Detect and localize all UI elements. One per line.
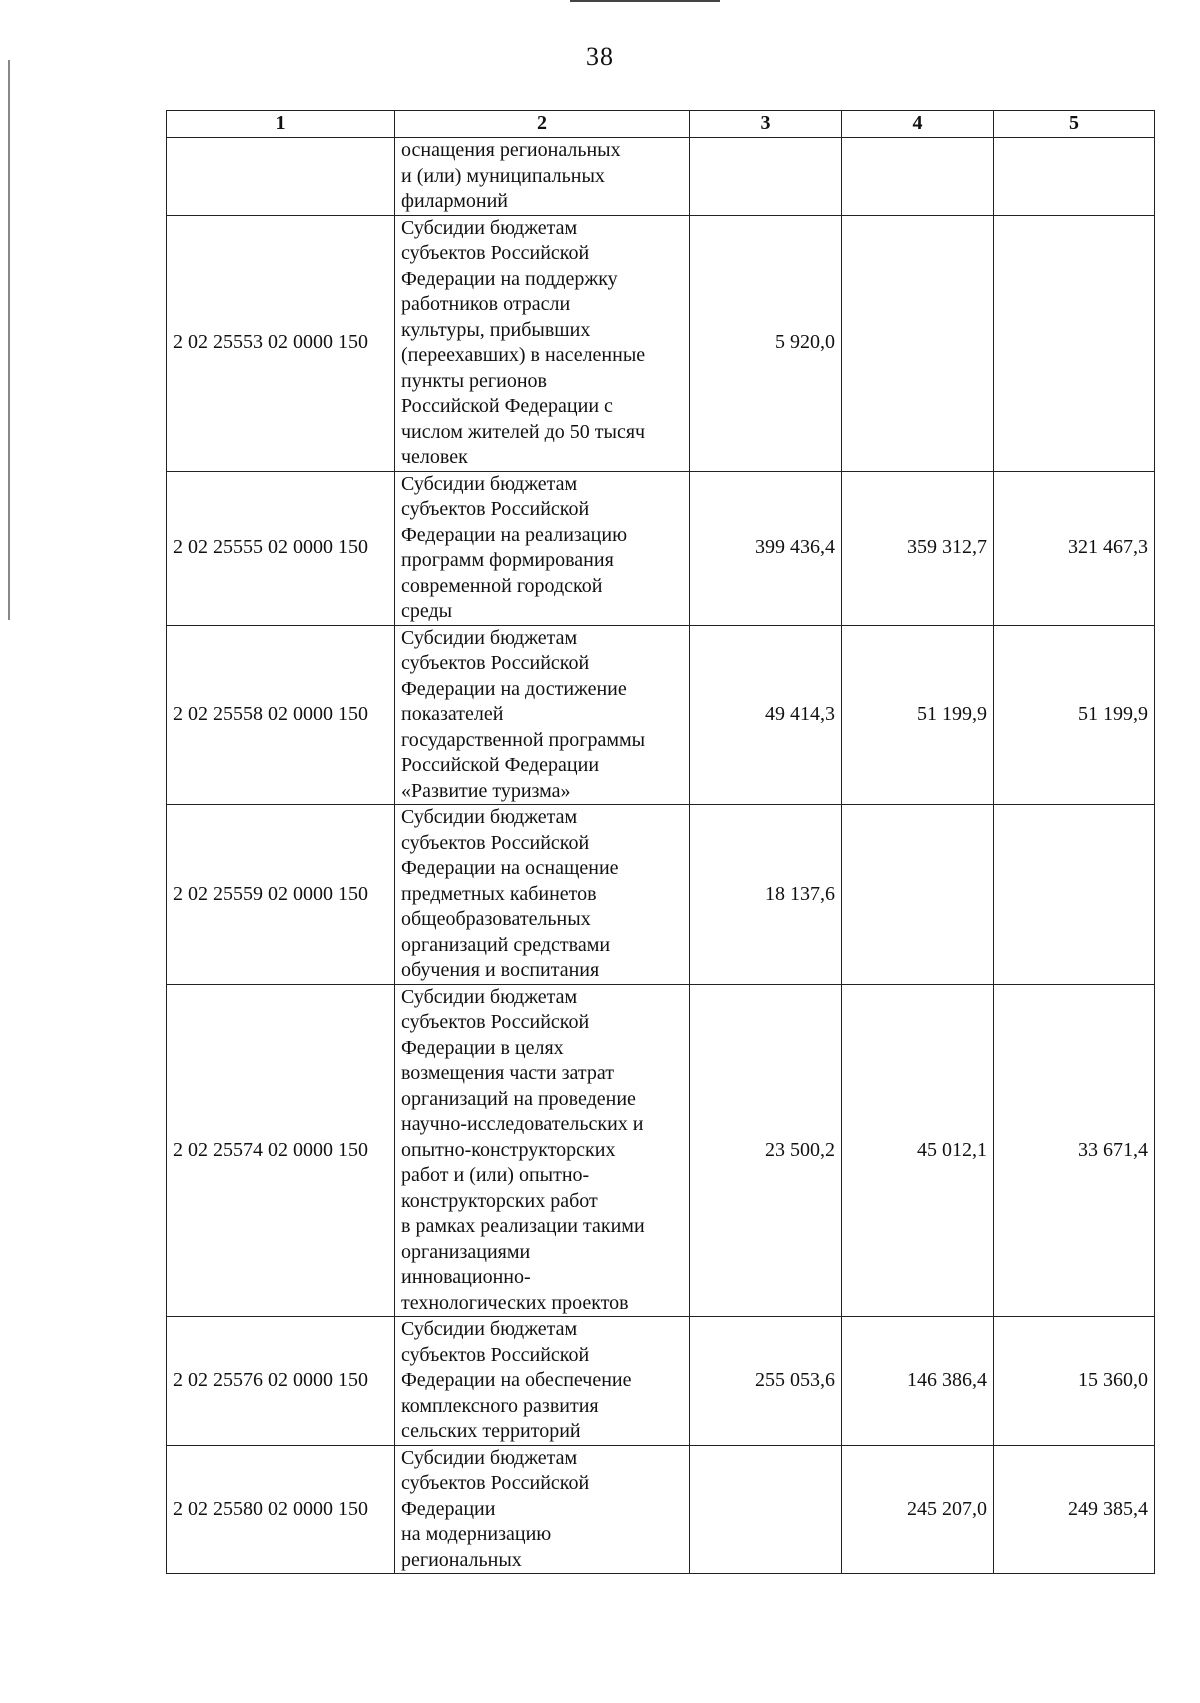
amount-col-4-cell: 45 012,1 [842, 984, 994, 1317]
amount-col-5-cell: 321 467,3 [994, 471, 1155, 625]
description-line: Российской Федерации с [401, 395, 613, 417]
description-line: работ и (или) опытно- [401, 1164, 590, 1186]
description-line: культуры, прибывших [401, 318, 591, 341]
header-col-1: 1 [167, 111, 395, 138]
description-line: и (или) муниципальных [401, 164, 605, 187]
amount-col-5-cell [994, 805, 1155, 985]
amount-col-3-cell [690, 1445, 842, 1574]
description-line: числом жителей до 50 тысяч [401, 420, 646, 443]
description-line: предметных кабинетов [401, 882, 597, 905]
header-col-4: 4 [842, 111, 994, 138]
amount-col-4-cell [842, 805, 994, 985]
description-line: субъектов Российской [401, 1472, 590, 1494]
description-cell [395, 471, 690, 625]
budget-table [166, 110, 1155, 1574]
amount-col-3-cell: 399 436,4 [690, 471, 842, 625]
header-row [167, 111, 1155, 138]
description-cell [395, 1445, 690, 1574]
budget-code-cell: 2 02 25580 02 0000 150 [167, 1445, 395, 1574]
description-line: Субсидии бюджетам [401, 216, 578, 239]
header-col-5: 5 [994, 111, 1155, 138]
amount-col-3-cell: 255 053,6 [690, 1317, 842, 1446]
description-line: в рамках реализации такими [401, 1215, 645, 1237]
description-line: Федерации на оснащение [401, 857, 619, 879]
scan-edge [8, 60, 10, 620]
description-line: Субсидии бюджетам [401, 1318, 578, 1340]
description-line: конструкторских работ [401, 1189, 598, 1212]
description-line: среды [401, 600, 453, 622]
description-line: человек [401, 446, 468, 468]
table-row [167, 1317, 1155, 1446]
description-line: программ формирования [401, 549, 614, 571]
description-line: субъектов Российской [401, 652, 590, 674]
description-line: (переехавших) в населенные [401, 344, 646, 366]
amount-col-5-cell: 249 385,4 [994, 1445, 1155, 1574]
description-line: оснащения региональных [401, 139, 621, 161]
budget-code-cell: 2 02 25574 02 0000 150 [167, 984, 395, 1317]
description-line: субъектов Российской [401, 1343, 590, 1366]
description-cell [395, 625, 690, 805]
description-line: пункты регионов [401, 369, 547, 392]
budget-code-cell: 2 02 25576 02 0000 150 [167, 1317, 395, 1446]
amount-col-4-cell: 359 312,7 [842, 471, 994, 625]
amount-col-3-cell: 18 137,6 [690, 805, 842, 985]
amount-col-3-cell: 5 920,0 [690, 215, 842, 471]
amount-col-4-cell: 146 386,4 [842, 1317, 994, 1446]
table-row [167, 215, 1155, 471]
amount-col-4-cell: 245 207,0 [842, 1445, 994, 1574]
description-line: региональных [401, 1548, 522, 1571]
description-line: Федерации на реализацию [401, 523, 628, 546]
amount-col-5-cell [994, 138, 1155, 216]
description-line: субъектов Российской [401, 831, 590, 854]
description-line: субъектов Российской [401, 1011, 590, 1033]
amount-col-3-cell: 49 414,3 [690, 625, 842, 805]
budget-code-cell: 2 02 25558 02 0000 150 [167, 625, 395, 805]
description-cell [395, 984, 690, 1317]
amount-col-5-cell: 51 199,9 [994, 625, 1155, 805]
description-line: государственной программы [401, 728, 646, 751]
page-number: 38 [586, 42, 614, 71]
description-line: субъектов Российской [401, 242, 590, 264]
header-col-2: 2 [395, 111, 690, 138]
description-line: Субсидии бюджетам [401, 806, 578, 828]
description-line: Федерации [401, 1497, 496, 1520]
description-line: Российской Федерации [401, 754, 600, 776]
description-cell [395, 1317, 690, 1446]
description-cell [395, 805, 690, 985]
amount-col-4-cell [842, 138, 994, 216]
description-line: субъектов Российской [401, 498, 590, 520]
description-line: организаций средствами [401, 933, 611, 956]
table-row [167, 471, 1155, 625]
amount-col-4-cell: 51 199,9 [842, 625, 994, 805]
description-line: обучения и воспитания [401, 959, 600, 981]
description-line: «Развитие туризма» [401, 779, 571, 802]
description-cell [395, 138, 690, 216]
description-line: научно-исследовательских и [401, 1113, 644, 1135]
description-line: сельских территорий [401, 1420, 581, 1442]
description-line: Федерации в целях [401, 1036, 564, 1059]
table-row [167, 805, 1155, 985]
description-line: показателей [401, 703, 504, 725]
description-line: инновационно- [401, 1266, 531, 1288]
description-line: организаций на проведение [401, 1087, 636, 1110]
description-line: общеобразовательных [401, 908, 591, 930]
top-rule [570, 0, 720, 2]
amount-col-4-cell [842, 215, 994, 471]
description-line: Федерации на поддержку [401, 267, 618, 290]
budget-code-cell: 2 02 25555 02 0000 150 [167, 471, 395, 625]
description-line: Субсидии бюджетам [401, 1446, 578, 1469]
description-line: возмещения части затрат [401, 1062, 614, 1084]
budget-code-cell: 2 02 25553 02 0000 150 [167, 215, 395, 471]
description-line: технологических проектов [401, 1291, 629, 1314]
description-line: работников отрасли [401, 293, 571, 315]
amount-col-5-cell: 33 671,4 [994, 984, 1155, 1317]
table-body [167, 138, 1155, 1574]
description-line: филармоний [401, 190, 508, 212]
description-line: Федерации на достижение [401, 677, 627, 700]
description-line: Федерации на обеспечение [401, 1369, 632, 1391]
amount-col-5-cell [994, 215, 1155, 471]
table-row [167, 984, 1155, 1317]
description-line: Субсидии бюджетам [401, 626, 578, 649]
amount-col-3-cell: 23 500,2 [690, 984, 842, 1317]
budget-code-cell: 2 02 25559 02 0000 150 [167, 805, 395, 985]
description-cell [395, 215, 690, 471]
description-line: Субсидии бюджетам [401, 985, 578, 1008]
description-line: организациями [401, 1240, 531, 1263]
table-row [167, 625, 1155, 805]
description-line: Субсидии бюджетам [401, 472, 578, 495]
amount-col-5-cell: 15 360,0 [994, 1317, 1155, 1446]
table-row [167, 138, 1155, 216]
description-line: современной городской [401, 574, 603, 597]
amount-col-3-cell [690, 138, 842, 216]
table-row [167, 1445, 1155, 1574]
description-line: опытно-конструкторских [401, 1138, 616, 1161]
description-line: комплексного развития [401, 1394, 599, 1417]
budget-code-cell [167, 138, 395, 216]
header-col-3: 3 [690, 111, 842, 138]
description-line: на модернизацию [401, 1523, 552, 1545]
